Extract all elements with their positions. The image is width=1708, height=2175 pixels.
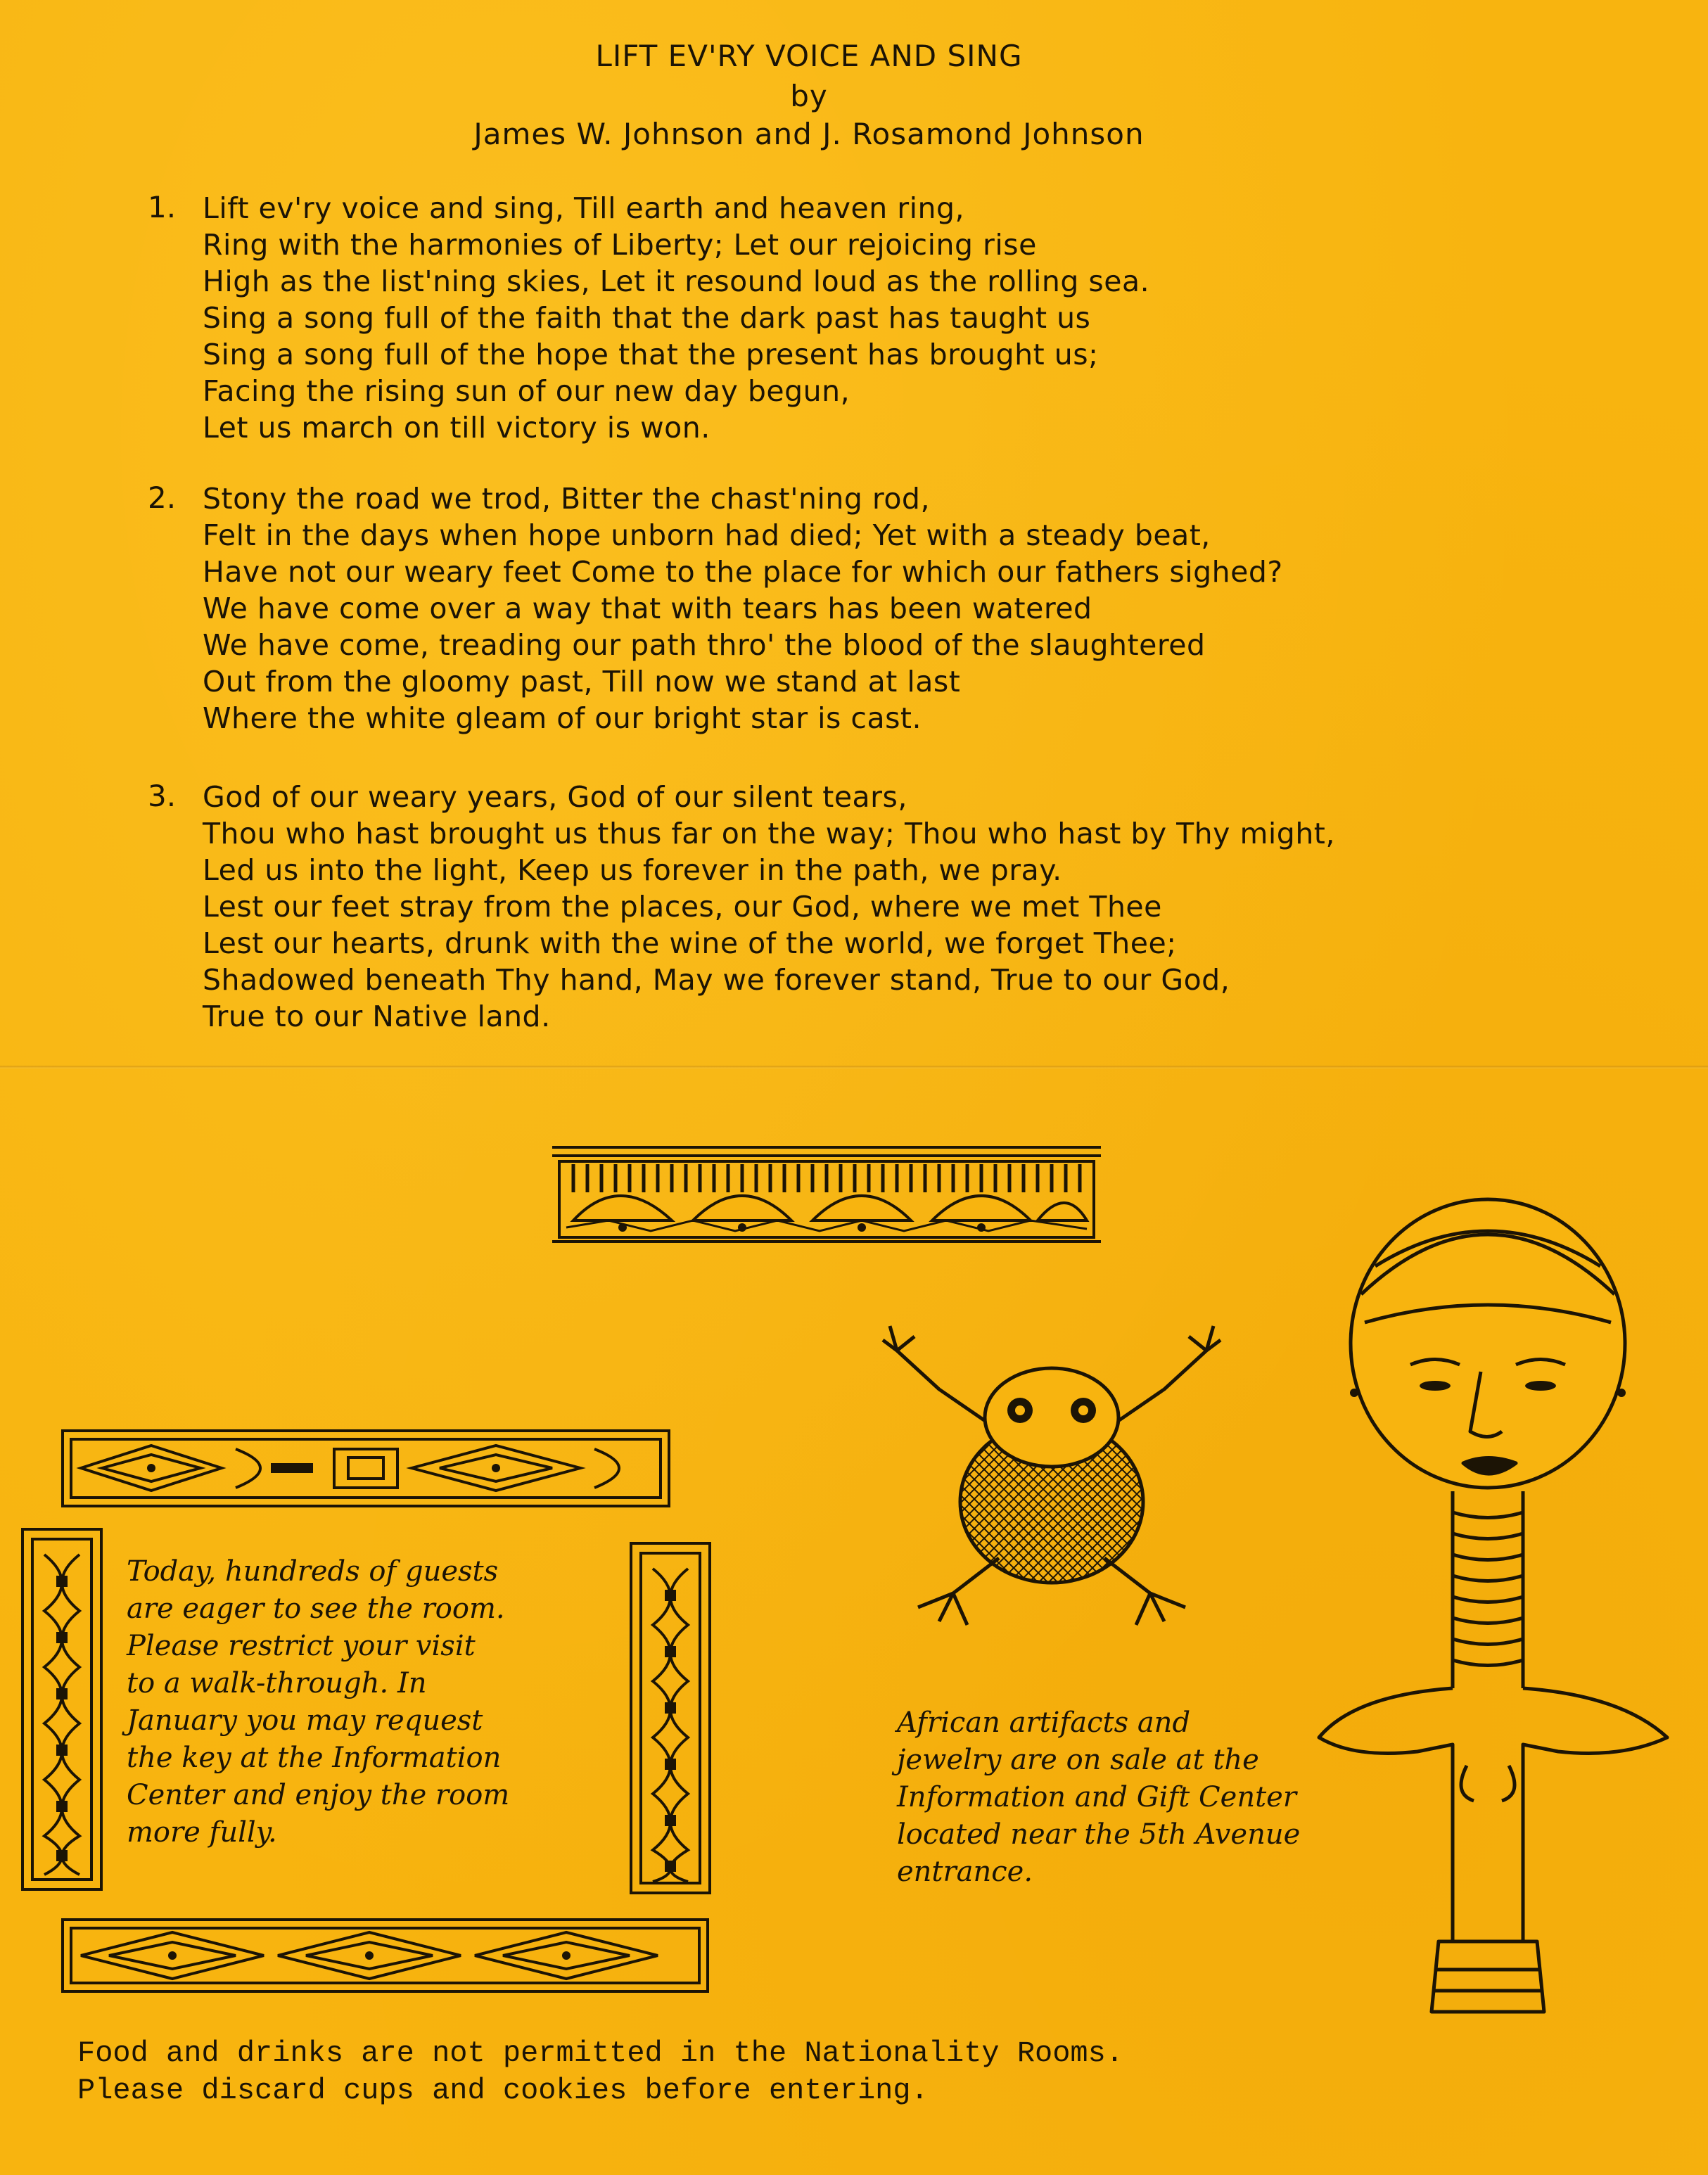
verse-line: Lest our feet stray from the places, our God, where we met Thee xyxy=(203,890,1162,924)
song-title: LIFT EV'RY VOICE AND SING xyxy=(595,39,1023,73)
food-notice-line: Food and drinks are not permitted in the Nationality Rooms. xyxy=(77,2036,1124,2070)
visit-note-line: the key at the Information xyxy=(127,1742,502,1774)
visit-note-line: more fully. xyxy=(127,1816,277,1849)
verse-line: True to our Native land. xyxy=(203,1000,551,1033)
verse-line: Lest our hearts, drunk with the wine of the world, we forget Thee; xyxy=(203,926,1177,960)
verse-line: We have come, treading our path thro' the blood of the slaughtered xyxy=(203,628,1206,662)
visit-note-line: are eager to see the room. xyxy=(127,1593,505,1625)
carved-border-bottom-illustration xyxy=(60,1917,710,1994)
song-byline: by xyxy=(790,79,828,113)
verse-line: High as the list'ning skies, Let it resound loud as the rolling sea. xyxy=(203,264,1150,298)
sale-note-line: located near the 5th Avenue xyxy=(897,1818,1301,1851)
carved-post-right-illustration xyxy=(628,1541,713,1896)
frog-illustration xyxy=(876,1312,1228,1628)
akuaba-doll-illustration xyxy=(1312,1182,1678,2026)
food-notice xyxy=(77,2035,1123,2110)
carved-frieze-illustration xyxy=(552,1143,1101,1245)
sale-note-line: entrance. xyxy=(897,1856,1033,1888)
verse-line: Shadowed beneath Thy hand, May we forever stand, True to our God, xyxy=(203,963,1230,997)
visit-note-line: to a walk-through. In xyxy=(127,1667,427,1699)
verse-line: Thou who hast brought us thus far on the way; Thou who hast by Thy might, xyxy=(203,817,1335,850)
sale-note-line: jewelry are on sale at the xyxy=(897,1744,1259,1776)
verse-line: Ring with the harmonies of Liberty; Let our rejoicing rise xyxy=(203,228,1037,262)
sale-note-line: African artifacts and xyxy=(897,1707,1191,1739)
paper-fold-crease xyxy=(0,1066,1708,1069)
verse-line: We have come over a way that with tears has been watered xyxy=(203,592,1092,625)
carved-post-left-illustration xyxy=(20,1526,104,1892)
verse-line: Led us into the light, Keep us forever in the path, we pray. xyxy=(203,853,1062,887)
sale-note xyxy=(897,1704,1300,1891)
carved-border-top-illustration xyxy=(60,1428,672,1509)
verse-lines xyxy=(203,779,1335,1035)
visit-note-line: Please restrict your visit xyxy=(127,1630,476,1662)
verse-line: Where the white gleam of our bright star is cast. xyxy=(203,701,922,735)
visit-note-line: Center and enjoy the room xyxy=(127,1779,510,1811)
verse-lines xyxy=(203,190,1149,446)
verse-line: Felt in the days when hope unborn had died; Yet with a steady beat, xyxy=(203,518,1211,552)
verse-line: Stony the road we trod, Bitter the chast'ning rod, xyxy=(203,482,930,516)
visit-note xyxy=(127,1553,509,1851)
verse-line: Facing the rising sun of our new day begun, xyxy=(203,374,850,408)
verse-line: Let us march on till victory is won. xyxy=(203,411,710,445)
verse-number: 1. xyxy=(148,190,177,224)
verse-line: Lift ev'ry voice and sing, Till earth and heaven ring, xyxy=(203,191,965,225)
verse-lines xyxy=(203,480,1283,736)
song-authors: James W. Johnson and J. Rosamond Johnson xyxy=(473,117,1145,151)
food-notice-line: Please discard cups and cookies before entering. xyxy=(77,2074,929,2107)
visit-note-line: Today, hundreds of guests xyxy=(127,1555,499,1588)
verse-line: Sing a song full of the faith that the dark past has taught us xyxy=(203,301,1091,335)
sale-note-line: Information and Gift Center xyxy=(897,1781,1296,1813)
verse-number: 3. xyxy=(148,779,177,813)
visit-note-line: January you may request xyxy=(127,1704,483,1737)
verse-line: God of our weary years, God of our silent tears, xyxy=(203,780,907,814)
verse-line: Sing a song full of the hope that the present has brought us; xyxy=(203,338,1099,371)
verse-line: Have not our weary feet Come to the place for which our fathers sighed? xyxy=(203,555,1283,589)
verse-number: 2. xyxy=(148,480,177,515)
verse-line: Out from the gloomy past, Till now we stand at last xyxy=(203,665,961,699)
